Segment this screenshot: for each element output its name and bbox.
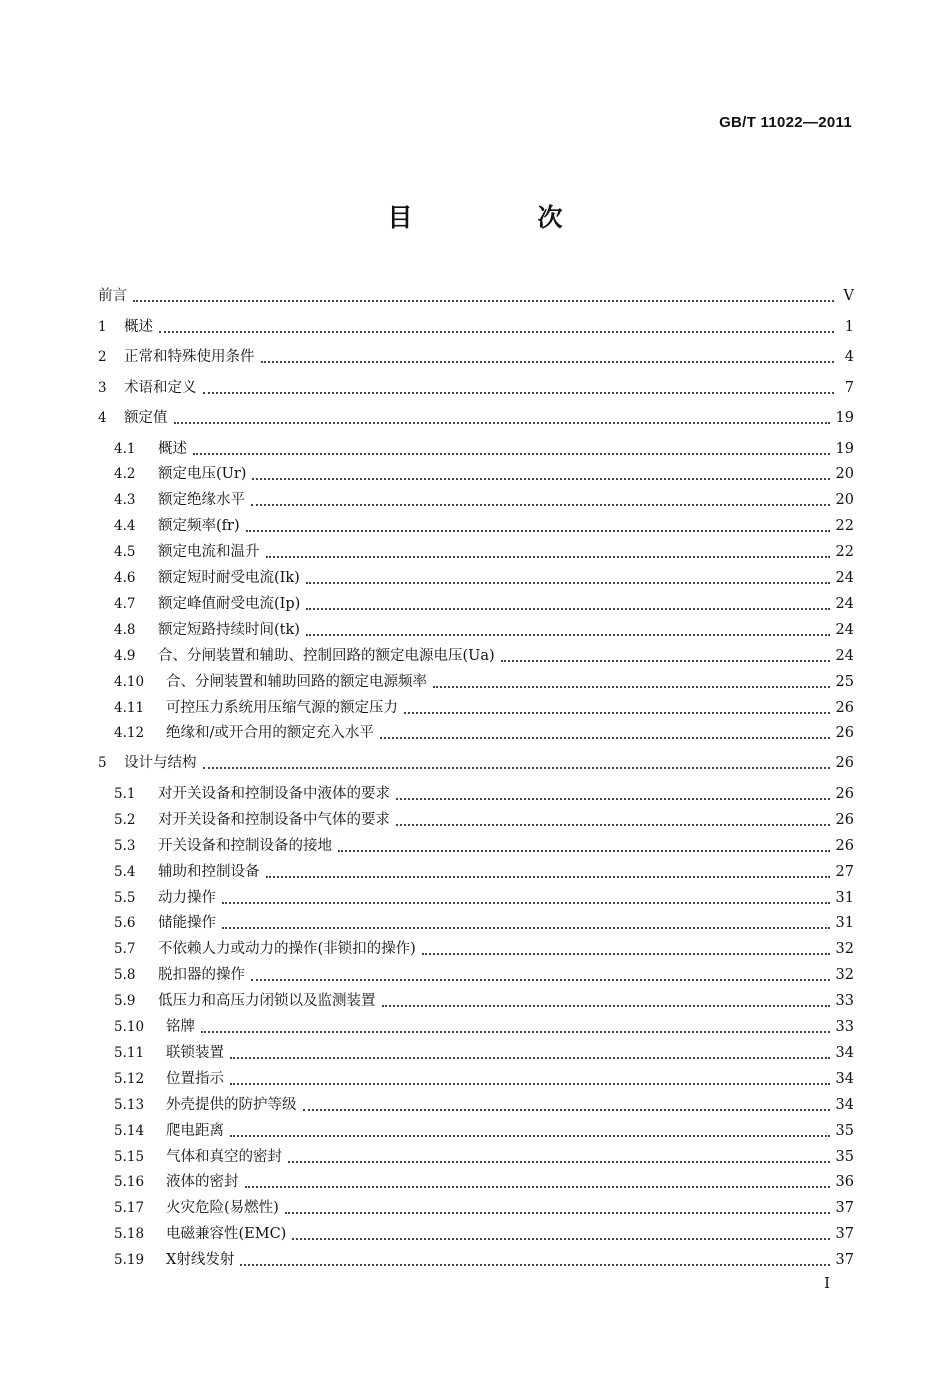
toc-entry-number: 4.6	[114, 570, 136, 586]
toc-entry-page: 26	[835, 837, 854, 854]
dot-leader	[396, 823, 830, 826]
toc-entry-page: 27	[835, 863, 854, 880]
toc-entry-number: 5.11	[114, 1044, 145, 1061]
toc-entry-number: 5.15	[114, 1148, 145, 1165]
toc-entry-label: 额定短时耐受电流(Ik)	[158, 570, 300, 586]
dot-leader	[245, 1185, 830, 1188]
toc-entry-page: 35	[835, 1148, 854, 1165]
toc-entry[interactable]	[98, 312, 854, 336]
toc-entry-page: 32	[835, 967, 854, 984]
dot-leader	[266, 875, 830, 878]
toc-entry-number: 1	[98, 318, 107, 335]
toc-entry[interactable]	[98, 373, 854, 397]
toc-entry[interactable]	[114, 883, 854, 907]
toc-entry[interactable]	[98, 748, 854, 772]
toc-entry-label: 正常和特殊使用条件	[124, 349, 255, 365]
toc-entry[interactable]	[114, 1245, 854, 1269]
toc-entry[interactable]	[114, 511, 854, 535]
toc-entry-page: 26	[835, 811, 854, 828]
dot-leader	[380, 736, 830, 739]
toc-entry-number: 5.10	[114, 1019, 145, 1035]
toc-entry-page: 26	[835, 785, 854, 802]
toc-entry[interactable]	[114, 1012, 854, 1036]
toc-entry-label: X射线发射	[166, 1252, 235, 1269]
dot-leader	[306, 581, 830, 584]
toc-entry-number: 3	[98, 379, 107, 396]
toc-entry[interactable]	[114, 1193, 854, 1217]
toc-entry-page: 26	[835, 725, 854, 742]
dot-leader	[266, 555, 830, 558]
dot-leader	[230, 1134, 830, 1137]
dot-leader	[222, 926, 830, 929]
toc-entry-number: 5.7	[114, 941, 136, 958]
toc-entry[interactable]	[114, 779, 854, 803]
toc-entry-page: 24	[835, 570, 854, 586]
toc-entry-number: 5.16	[114, 1174, 145, 1191]
toc-entry[interactable]	[114, 537, 854, 561]
toc-entry-number: 5.2	[114, 811, 136, 828]
toc-entry[interactable]	[114, 857, 854, 881]
toc-entry[interactable]	[114, 718, 854, 742]
toc-entry[interactable]	[98, 403, 854, 427]
toc-entry-number: 4.5	[114, 544, 136, 561]
page-folio: I	[824, 1274, 830, 1292]
dot-leader	[251, 978, 830, 981]
toc-entry-number: 5.8	[114, 967, 136, 984]
toc-entry-label: 额定峰值耐受电流(Ip)	[158, 595, 301, 612]
toc-entry-label: 爬电距离	[166, 1122, 224, 1139]
toc-entry-page: 37	[835, 1226, 854, 1243]
toc-entry-number: 5.4	[114, 863, 136, 880]
dot-leader	[240, 1263, 829, 1266]
toc-entry-number: 5.9	[114, 993, 136, 1010]
toc-entry-label: 额定电压(Ur)	[158, 466, 247, 483]
toc-entry[interactable]	[114, 563, 854, 587]
toc-entry-page: 7	[844, 379, 854, 396]
toc-entry-page: 34	[835, 1070, 854, 1087]
toc-entry-number: 4.11	[114, 699, 145, 716]
toc-entry-page: 24	[835, 621, 854, 638]
toc-entry-label: 不依赖人力或动力的操作(非锁扣的操作)	[158, 941, 416, 958]
toc-entry-label: 设计与结构	[124, 755, 197, 772]
page-title: 目 次	[387, 203, 613, 232]
toc-entry-label: 动力操作	[158, 889, 216, 906]
toc-entry[interactable]	[114, 459, 854, 483]
toc-entry-number: 4.4	[114, 518, 136, 535]
dot-leader	[422, 952, 830, 955]
toc-entry-page: 34	[835, 1096, 854, 1113]
toc-entry[interactable]	[98, 342, 854, 366]
toc-entry-number: 5.3	[114, 837, 136, 854]
toc-entry-page: 19	[835, 410, 854, 426]
toc-entry-label: 术语和定义	[124, 379, 197, 396]
toc-entry-page: 24	[835, 647, 854, 664]
toc-entry-page: 33	[835, 993, 854, 1010]
toc-entry-label: 低压力和高压力闭锁以及监测装置	[158, 993, 376, 1010]
dot-leader	[222, 901, 830, 904]
toc-entry[interactable]	[114, 1142, 854, 1166]
toc-entry-number: 4.1	[114, 440, 136, 457]
toc-entry[interactable]	[114, 641, 854, 665]
toc-entry[interactable]	[114, 908, 854, 932]
toc-entry[interactable]	[114, 1064, 854, 1088]
dot-leader	[203, 391, 835, 394]
toc-entry-label: 气体和真空的密封	[166, 1148, 282, 1165]
dot-leader	[396, 797, 830, 800]
toc-entry-page: 24	[835, 595, 854, 612]
toc-entry-page: 26	[835, 699, 854, 716]
toc-entry-label: 额定值	[124, 410, 168, 426]
toc-entry-label: 合、分闸装置和辅助、控制回路的额定电源电压(Ua)	[158, 647, 495, 664]
toc-entry-number: 4.2	[114, 466, 136, 483]
dot-leader	[433, 685, 830, 688]
dot-leader	[306, 607, 829, 610]
toc-entry[interactable]	[114, 615, 854, 639]
toc-entry-number: 5.17	[114, 1200, 145, 1217]
standard-code: GB/T 11022—2011	[719, 114, 852, 131]
toc-entry[interactable]	[114, 667, 854, 691]
toc-entry[interactable]	[114, 485, 854, 509]
dot-leader	[193, 452, 830, 455]
toc-entry-number: 5	[98, 755, 107, 772]
dot-leader	[261, 360, 835, 363]
dot-leader	[252, 477, 829, 480]
toc-entry[interactable]	[114, 960, 854, 984]
dot-leader	[133, 299, 834, 302]
toc-entry-label: 外壳提供的防护等级	[166, 1096, 297, 1113]
toc-entry-page: 26	[835, 755, 854, 772]
toc-entry-label: 铭牌	[166, 1019, 195, 1035]
toc-entry-label: 绝缘和/或开合用的额定充入水平	[166, 725, 374, 742]
dot-leader	[501, 659, 830, 662]
toc-entry[interactable]	[114, 805, 854, 829]
dot-leader	[404, 711, 830, 714]
toc-entry-label: 合、分闸装置和辅助回路的额定电源频率	[166, 673, 427, 690]
toc-entry[interactable]	[114, 1038, 854, 1062]
toc-entry-number: 4	[98, 410, 107, 426]
dot-leader	[174, 421, 830, 424]
toc-entry-label: 可控压力系统用压缩气源的额定压力	[166, 699, 398, 716]
toc-entry-page: 20	[835, 492, 854, 509]
toc-entry-page: 36	[835, 1174, 854, 1191]
toc-entry-number: 5.14	[114, 1122, 145, 1139]
toc-entry-label: 概述	[158, 440, 187, 457]
toc-entry-label: 电磁兼容性(EMC)	[166, 1226, 287, 1243]
toc-entry[interactable]	[114, 986, 854, 1010]
toc-entry-number: 4.10	[114, 673, 145, 690]
toc-entry-page: 33	[835, 1019, 854, 1035]
toc-entry-page: 22	[835, 518, 854, 535]
toc-entry[interactable]	[114, 934, 854, 958]
dot-leader	[201, 1030, 830, 1033]
toc-entry-label: 辅助和控制设备	[158, 863, 260, 880]
toc-entry-page: 34	[835, 1044, 854, 1061]
toc-entry-number: 4.9	[114, 647, 136, 664]
toc-entry-label: 额定频率(fr)	[158, 518, 240, 535]
toc-entry-page: 1	[844, 318, 854, 335]
dot-leader	[159, 330, 834, 333]
toc-entry-number: 5.5	[114, 889, 136, 906]
toc-entry[interactable]	[114, 1116, 854, 1140]
toc-entry-page: 35	[835, 1122, 854, 1139]
dot-leader	[230, 1056, 830, 1059]
toc-entry-page: 37	[835, 1200, 854, 1217]
toc-entry-label: 开关设备和控制设备的接地	[158, 837, 332, 854]
dot-leader	[230, 1082, 830, 1085]
toc-entry-label: 额定绝缘水平	[158, 492, 245, 509]
toc-entry-page: 31	[835, 915, 854, 932]
toc-entry[interactable]	[114, 1090, 854, 1114]
dot-leader	[285, 1211, 830, 1214]
toc-entry-label: 联锁装置	[166, 1044, 224, 1061]
toc-entry-page: V	[843, 288, 854, 304]
toc-entry[interactable]	[114, 434, 854, 458]
toc-entry-label: 火灾危险(易燃性)	[166, 1200, 279, 1217]
dot-leader	[203, 766, 830, 769]
toc-entry[interactable]	[114, 693, 854, 717]
toc-entry-label: 液体的密封	[166, 1174, 239, 1191]
toc-entry-label: 位置指示	[166, 1070, 224, 1087]
toc-entry-page: 4	[844, 349, 854, 365]
toc-entry-number: 5.19	[114, 1252, 145, 1269]
dot-leader	[338, 849, 830, 852]
toc-entry-page: 37	[835, 1252, 854, 1269]
toc-entry-label: 对开关设备和控制设备中气体的要求	[158, 811, 390, 828]
toc-entry[interactable]	[114, 1167, 854, 1191]
toc-entry-number: 4.12	[114, 725, 145, 742]
toc-entry-number: 4.7	[114, 595, 136, 612]
toc-entry-page: 20	[835, 466, 854, 483]
dot-leader	[288, 1160, 830, 1163]
toc-entry-page: 32	[835, 941, 854, 958]
toc-entry-page: 19	[835, 440, 854, 457]
toc-entry[interactable]	[114, 589, 854, 613]
toc-entry-number: 5.6	[114, 915, 136, 932]
toc-entry[interactable]	[98, 281, 854, 305]
toc-entry-label: 储能操作	[158, 915, 216, 932]
toc-entry[interactable]	[114, 831, 854, 855]
dot-leader	[306, 633, 830, 636]
dot-leader	[292, 1237, 829, 1240]
toc-entry-label: 前言	[98, 288, 127, 304]
dot-leader	[246, 529, 830, 532]
dot-leader	[251, 503, 830, 506]
dot-leader	[382, 1004, 830, 1007]
toc-entry-label: 额定电流和温升	[158, 544, 260, 561]
toc-entry-number: 5.12	[114, 1070, 145, 1087]
toc-entry-number: 4.8	[114, 621, 136, 638]
toc-entry-label: 脱扣器的操作	[158, 967, 245, 984]
toc-entry-number: 5.1	[114, 785, 136, 802]
toc-entry-number: 4.3	[114, 492, 136, 509]
toc-entry-label: 额定短路持续时间(tk)	[158, 621, 300, 638]
toc-entry-page: 25	[835, 673, 854, 690]
toc-entry[interactable]	[114, 1219, 854, 1243]
toc-entry-page: 31	[835, 889, 854, 906]
dot-leader	[303, 1108, 830, 1111]
toc-entry-number: 5.18	[114, 1226, 145, 1243]
toc-entry-number: 5.13	[114, 1096, 145, 1113]
toc-entry-label: 对开关设备和控制设备中液体的要求	[158, 785, 390, 802]
toc-entry-page: 22	[835, 544, 854, 561]
toc-entry-label: 概述	[124, 318, 153, 335]
toc-entry-number: 2	[98, 349, 107, 365]
